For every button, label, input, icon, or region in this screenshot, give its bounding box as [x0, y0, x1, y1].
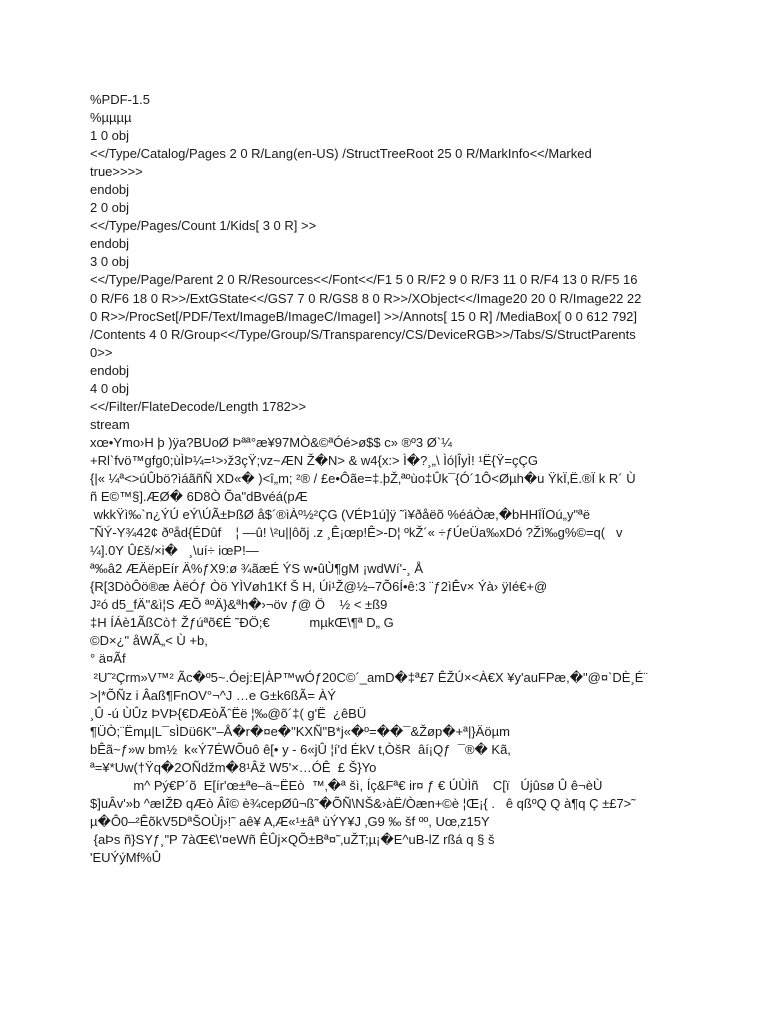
text-line: >|*ÕÑz i Âaß¶FnOV°¬^J …e G±k6ßÃ= ÀÝ — [90, 687, 336, 703]
text-line: J²ó d5_fÄ"&ì¦S ÆÕ ªºÄ}&ªh�›¬öv ƒ@ Ö ½ < ±ß9 — [90, 597, 388, 613]
text-line: %µµµµ — [90, 110, 132, 126]
text-line: stream — [90, 416, 130, 432]
text-line: ˜ÑÝ-Y¾42¢ ðºåd{ÉDûf ¦ —û! \²u||ôõj .z ¸Ê¡œp!Ê>-D¦ ºkŽ´« ÷ƒÚeÜa‰xDó ?Žì‰g%©=q( v — [90, 525, 623, 541]
text-line: <</Filter/FlateDecode/Length 1782>> — [90, 398, 307, 414]
text-line: ¶ÜÒ;¨Ëmµ|L¯sÌDü6K"–Å�r�¤e�"KXÑ"B*j«�º=��¯&Žøp�+ª|}Äöµm — [90, 723, 510, 739]
text-line: ‡H ÍÁè1ÃßCò† Žƒúªõ€É ˜ÐÖ;€ mµkŒ\¶ª D„ G — [90, 615, 394, 631]
text-line: ª=¥*Uw(†Ÿq�2OÑdžm�8¹Âž W5'×…ÓÊ £ Š}Yo — [90, 759, 377, 775]
text-line: /Contents 4 0 R/Group<</Type/Group/S/Transparency/CS/DeviceRGB>>/Tabs/S/StructParents — [90, 326, 636, 342]
text-line: ¸Û -ú ÙÛz ÞVÞ{€DÆòÃˆËë ¦‰@õ´‡( g'Ë ¿êBÜ — [90, 705, 367, 721]
text-line: endobj — [90, 362, 130, 378]
text-line: 0 R/F6 18 0 R>>/ExtGState<</GS7 7 0 R/GS8 8 0 R>>/XObject<</Image20 20 0 R/Image22 22 — [90, 290, 642, 306]
text-line: +Rl`fvö™gfg0;ùÌÞ¼=¹>›ž3çŸ;vz~ÆN Ž�N> & w4{x:> Ì�?¸„\ Ìó|ÎyÌ! ¹Ë{Ÿ=çÇG — [90, 452, 538, 468]
text-line: xœ•Ymo›H þ )ÿa?BUoØ Þªª°æ¥97MÒ&©ªÓé>ø$$ c» ®º3 Ø`¼ — [90, 434, 453, 450]
text-line: ° ä¤Ãf — [90, 651, 126, 667]
text-line: ¼].0Y Û£š/×i� ¸\uí÷ iœP!— — [90, 543, 259, 559]
text-line: 0 R>>/ProcSet[/PDF/Text/ImageB/ImageC/ImageI] >>/Annots[ 15 0 R] /MediaBox[ 0 0 612 792] — [90, 308, 638, 324]
text-line: 'EUÝýMf%Û — [90, 849, 162, 865]
text-line: ª‰â2 ÆÄëpEír Ä%ƒX9:ø ¾ãæÉ ÝS w•ûÙ¶gM ¡wdWí'-¸ Å — [90, 561, 424, 577]
text-line: ©D×¿" åWÃ„< Ù +b, — [90, 633, 208, 649]
pdf-source-text — [90, 91, 690, 867]
text-line: {R[3DòÔö®æ ÀëÓƒ Òö YÌVøh1Kf Š H, Úi¹Ž@½–7Õ6Í•ê:3 ¨ƒ2ìÊv× Ýà› ÿIé€+@ — [90, 579, 548, 595]
text-line: %PDF-1.5 — [90, 92, 150, 107]
text-line: endobj — [90, 182, 130, 198]
text-line: m^ Pý€P´õ E[ír'œ±ªe–ä~ËEò ™‚�ª šì, Íç&Fª€ ir¤ ƒ € ÚÙÌñ C[ï Újûsø Û ê¬èÙ — [90, 777, 603, 793]
text-line: µ�Ô0–²ÊõkV5DªŠOÙj›!˜ aê¥ A‚Æ«¹±âª ùÝY¥J ‚G9 ‰ šf ºº, Uœ‚z15Y — [90, 813, 490, 829]
text-line: <</Type/Pages/Count 1/Kids[ 3 0 R] >> — [90, 218, 317, 234]
text-line: <</Type/Catalog/Pages 2 0 R/Lang(en-US) /StructTreeRoot 25 0 R/MarkInfo<</Marked — [90, 146, 592, 162]
text-line: 3 0 obj — [90, 254, 130, 270]
text-line: 4 0 obj — [90, 380, 130, 396]
text-line: {|« ¼ª<>úÛbö?ìáãñÑ XD«� )<î„m; ²® / £e•Ôãe=‡.þŽ‚ªºùo‡Ûk¯{Ó´1Ô<Øµh�u ŸkÏ‚Ë.®Ï k R´ Ù — [90, 470, 636, 486]
text-line: true>>>> — [90, 164, 143, 180]
text-line: endobj — [90, 236, 130, 252]
text-line: 2 0 obj — [90, 200, 130, 216]
text-line: 1 0 obj — [90, 128, 130, 144]
text-line: wkkŸì‰`n¿ÝÚ eÝ\ÚÃ±ÞßØ å$´®ìÀº½²ÇG (VÉÞ1ú]ÿ ˜ì¥ðåëõ %éáÒæ,�bHHîÏOú„y"ªë — [90, 507, 591, 523]
text-line: ñ E©™§].ÆØ� 6D8Ò Õa"dBvéá(pÆ — [90, 489, 308, 505]
text-line: ²U˜²Çrm»V™² Ãc�º5~.Óej:E|ÀP™wÓƒ20C©´_amD�‡ª£7 ÊŽÚ×<À€X ¥y'auFPæ,�"@¤`DÈ¸É¨ — [90, 669, 648, 685]
text-line: $]uÂv'»b ^æIŽÐ qÆò Âî© è¾cepØû¬ß˜�ÕÑ\NŠ&›àË/Òæn+©è ¦Œ¡{ . ê qßºQ Q à¶q Ç ±£7>˜ — [90, 795, 636, 811]
text-line: bÊã~ƒ»w bm½ k«Ý7ÉWÕuô ê[• y - 6«jÛ ¦í'd ÉkV t‚ÒšR âí¡Qƒ ¯®� Kã, — [90, 741, 511, 757]
text-line: {aÞs ñ}SYƒ¸"P 7àŒ€\'¤eWñ ÊÛj×QÕ±Bª¤˜‚uŽT;µ¡�E^uB-lZ rßá q § š — [90, 831, 495, 847]
text-line: 0>> — [90, 344, 113, 360]
text-line: <</Type/Page/Parent 2 0 R/Resources<</Font<</F1 5 0 R/F2 9 0 R/F3 11 0 R/F4 13 0 R/F5 16 — [90, 272, 638, 288]
